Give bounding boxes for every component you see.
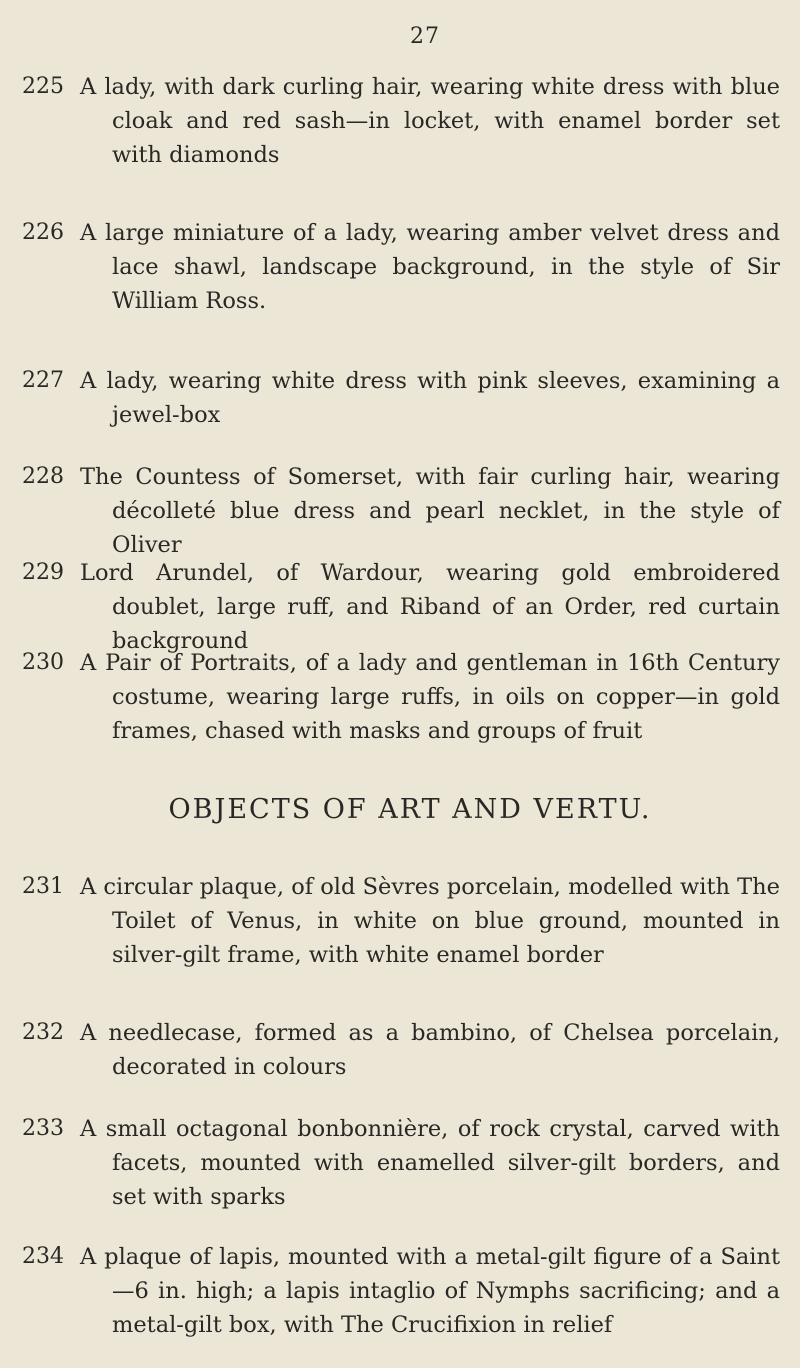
section-heading: OBJECTS OF ART AND VERTU.	[168, 794, 652, 825]
lot-number: 226	[22, 220, 64, 245]
lot-number: 225	[22, 74, 64, 99]
lot-description: The Countess of Somerset, with fair curling hair, wearing décolleté blue dress and pearl necklet, in the style of Oliver	[80, 464, 780, 558]
page-number: 27	[410, 24, 440, 49]
lot-description: A needlecase, formed as a bambino, of Chelsea porcelain, decorated in colours	[80, 1020, 780, 1080]
lot-number: 234	[22, 1244, 64, 1269]
lot-description: A plaque of lapis, mounted with a metal-gilt figure of a Saint—6 in. high; a lapis intaglio of Nymphs sacrificing; and a metal-gilt box, with The Crucifixion in relief	[80, 1244, 780, 1338]
lot-number: 231	[22, 874, 64, 899]
lot-number: 233	[22, 1116, 64, 1141]
lot-number: 229	[22, 560, 64, 585]
lot-description: A lady, wearing white dress with pink sleeves, examining a jewel-box	[80, 368, 780, 428]
lot-description: Lord Arundel, of Wardour, wearing gold embroidered doublet, large ruff, and Riband of an Order, red curtain background	[80, 560, 780, 654]
lot-description: A circular plaque, of old Sèvres porcelain, modelled with The Toilet of Venus, in white on blue ground, mounted in silver-gilt frame, with white enamel border	[80, 874, 780, 968]
lot-number: 228	[22, 464, 64, 489]
lot-description: A Pair of Portraits, of a lady and gentleman in 16th Century costume, wearing large ruffs, in oils on copper—in gold frames, chased with masks and groups of fruit	[80, 650, 780, 744]
lot-description: A lady, with dark curling hair, wearing white dress with blue cloak and red sash—in locket, with enamel border set with diamonds	[80, 74, 780, 168]
lot-number: 230	[22, 650, 64, 675]
lot-description: A large miniature of a lady, wearing amber velvet dress and lace shawl, landscape background, in the style of Sir William Ross.	[80, 220, 780, 314]
lot-number: 227	[22, 368, 64, 393]
lot-description: A small octagonal bonbonnière, of rock crystal, carved with facets, mounted with enamelled silver-gilt borders, and set with sparks	[80, 1116, 780, 1210]
lot-number: 232	[22, 1020, 64, 1045]
